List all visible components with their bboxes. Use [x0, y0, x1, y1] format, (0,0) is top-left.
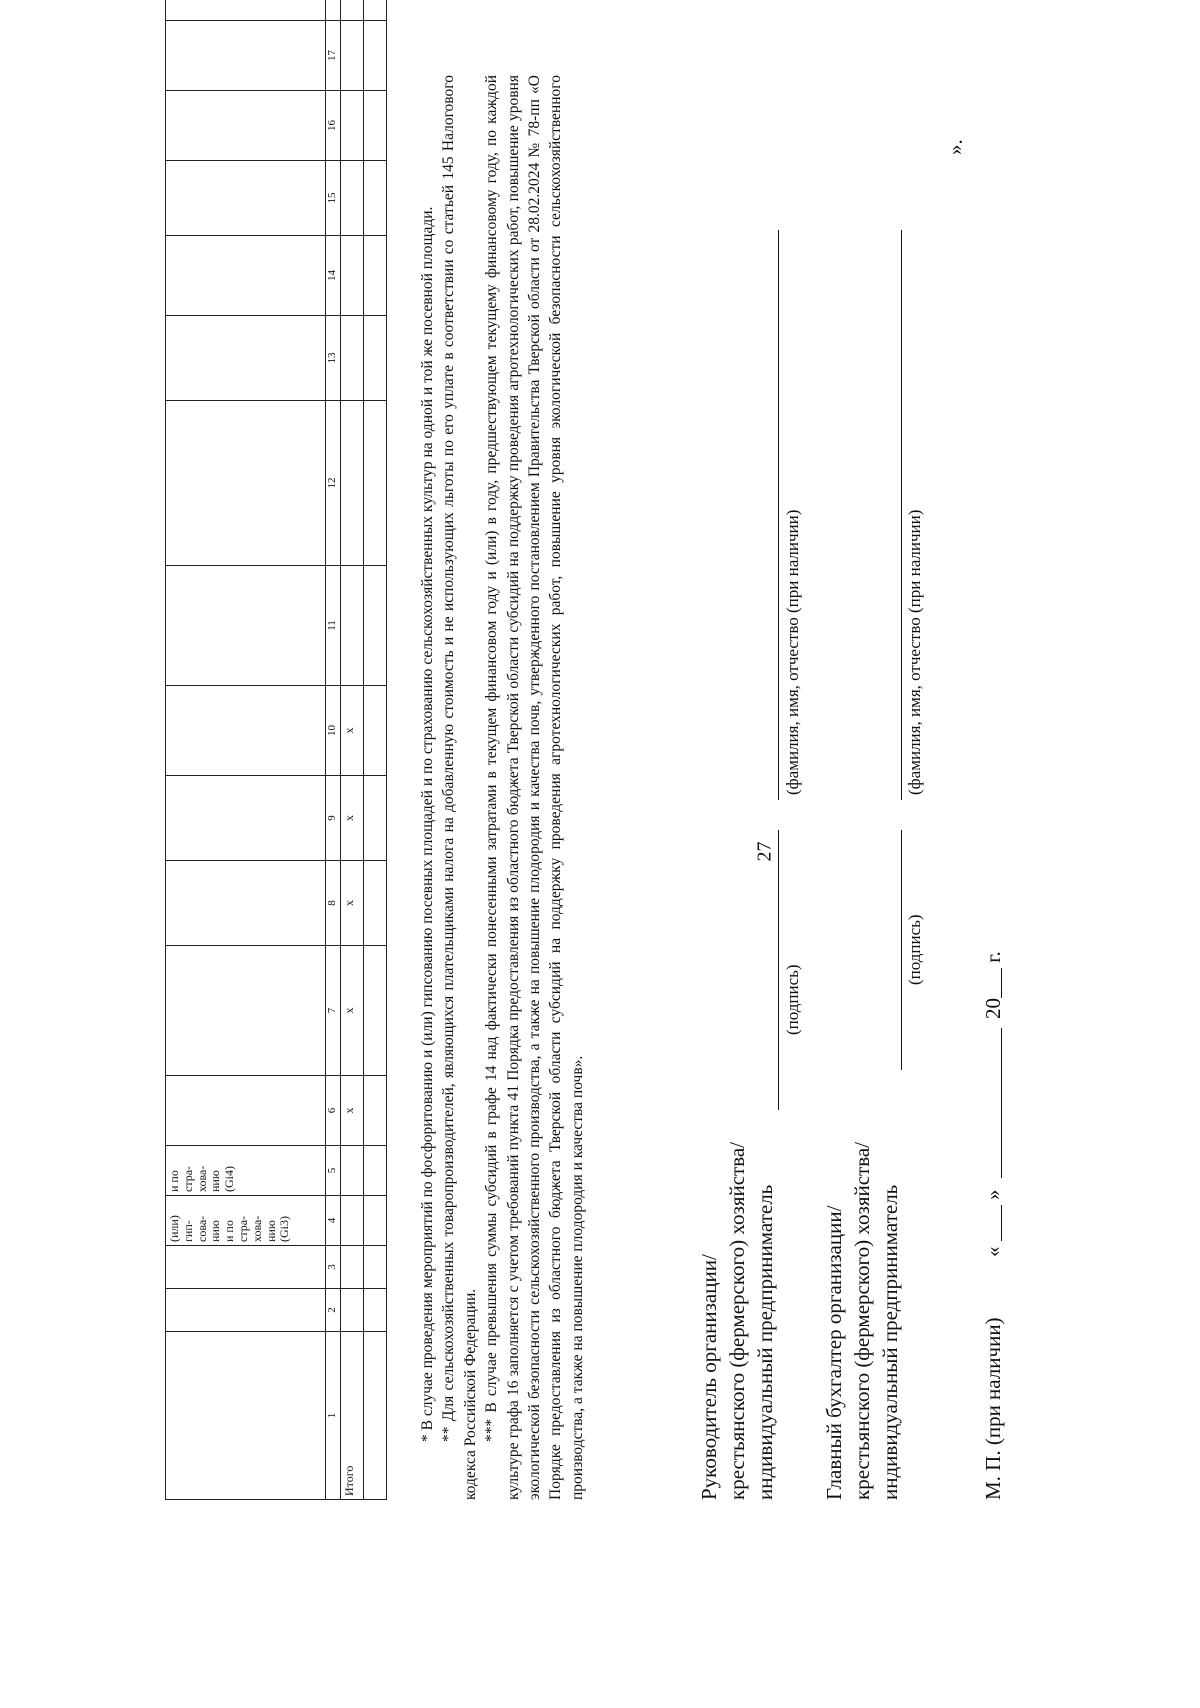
stamp-label: М. П. (при наличии): [981, 1317, 1005, 1500]
page-number: 27: [753, 841, 776, 862]
total-cell: [341, 401, 364, 566]
column-number: 7: [326, 946, 341, 1076]
header-cell: [166, 686, 326, 776]
total-cell: х: [341, 1076, 364, 1146]
head-role: Руководитель организации/ крестьянского (фермерского) хозяйства/ индивидуальный предприниматель: [697, 1141, 777, 1500]
accountant-name-caption: (фамилия, имя, отчество (при наличии): [905, 509, 924, 795]
total-cell: [341, 236, 364, 316]
blank-cell: [364, 776, 387, 861]
blank-cell: [364, 1076, 387, 1146]
header-cell-gi4: и по стра- хова- нию (Gi4): [166, 1146, 326, 1196]
column-number: 11: [326, 566, 341, 686]
column-number: 13: [326, 316, 341, 401]
head-signature-caption: (подпись): [783, 964, 802, 1035]
blank-cell: [364, 91, 387, 161]
column-number: 16: [326, 91, 341, 161]
total-cell: [341, 1246, 364, 1289]
header-cell: [166, 566, 326, 686]
head-signature-line: [778, 830, 779, 1110]
header-cell: [166, 21, 326, 91]
column-number: 17: [326, 21, 341, 91]
blank-row: [364, 0, 387, 1500]
blank-cell: [364, 946, 387, 1076]
header-cell: [166, 1246, 326, 1289]
total-cell: [341, 1196, 364, 1246]
table-header-row: [166, 0, 326, 1500]
column-number: 12: [326, 401, 341, 566]
total-cell: х: [341, 686, 364, 776]
header-cell-gi3: (или) гип- сова- нию и по стра- хова- нию (Gi3): [166, 1196, 326, 1246]
blank-cell: [364, 1146, 387, 1196]
head-name-caption: (фамилия, имя, отчество (при наличии): [783, 509, 802, 795]
blank-cell: [364, 1196, 387, 1246]
total-label: Итого: [341, 1332, 364, 1500]
total-row: [341, 0, 364, 1500]
blank-cell: [364, 236, 387, 316]
header-cell: [166, 861, 326, 946]
total-cell: [341, 566, 364, 686]
year-suffix: г.: [981, 951, 1005, 963]
stamp-line: [981, 951, 1006, 1500]
column-number: 3: [326, 1246, 341, 1289]
header-cell: [166, 0, 326, 21]
header-cell: [166, 1289, 326, 1332]
total-cell: [341, 0, 364, 21]
total-cell: [341, 21, 364, 91]
landscape-content: [165, 50, 1045, 1500]
footnotes: [417, 75, 588, 1500]
accountant-signature-line: [901, 830, 902, 1070]
header-cell: [166, 401, 326, 566]
date-close: »: [981, 1189, 1005, 1200]
total-cell: [341, 1289, 364, 1332]
footnote-2: ** Для сельскохозяйственных товаропроизводителей, являющихся плательщиками налога на добавленную стоимость и не использующих льготы по его уплате в соответствии со статьей 145 Налогового кодекса Российской Федерации.: [440, 75, 479, 1500]
total-cell: [341, 1146, 364, 1196]
column-number: 1: [326, 1332, 341, 1500]
total-cell: х: [341, 861, 364, 946]
blank-cell: [364, 1332, 387, 1500]
blank-cell: [364, 861, 387, 946]
blank-cell: [364, 566, 387, 686]
column-number: 2: [326, 1289, 341, 1332]
day-blank: [1001, 1205, 1002, 1241]
accountant-signature-caption: (подпись): [905, 914, 924, 985]
blank-cell: [364, 1289, 387, 1332]
column-number: 5: [326, 1146, 341, 1196]
column-number-row: [326, 0, 341, 1500]
accountant-name-line: [901, 230, 902, 800]
month-blank: [1001, 1028, 1002, 1178]
blank-cell: [364, 161, 387, 236]
column-number: 15: [326, 161, 341, 236]
year-blank: [1001, 968, 1002, 998]
column-number: 4: [326, 1196, 341, 1246]
signature-block: [695, 75, 1015, 1500]
column-number: 14: [326, 236, 341, 316]
column-number: 8: [326, 861, 341, 946]
header-cell: [166, 236, 326, 316]
header-cell: [166, 1076, 326, 1146]
total-cell: [341, 91, 364, 161]
subsidy-table: [165, 0, 387, 1500]
header-cell: [166, 91, 326, 161]
blank-cell: [364, 1246, 387, 1289]
header-cell: [166, 776, 326, 861]
total-cell: х: [341, 946, 364, 1076]
blank-cell: [364, 401, 387, 566]
blank-cell: [364, 316, 387, 401]
total-cell: [341, 161, 364, 236]
total-cell: х: [341, 776, 364, 861]
footnote-1: * В случае проведения мероприятий по фосфоритованию и (или) гипсованию посевных площадей и по страхованию сельскохозяйственных культур на одной и той же посевной площади.: [419, 206, 436, 1442]
header-cell: [166, 161, 326, 236]
head-name-line: [778, 230, 779, 800]
blank-cell: [364, 21, 387, 91]
header-cell: [166, 316, 326, 401]
closing-quote: ».: [943, 139, 967, 155]
column-number: 6: [326, 1076, 341, 1146]
year-prefix: 20: [981, 997, 1005, 1019]
column-number: [326, 0, 341, 21]
column-number: 9: [326, 776, 341, 861]
blank-cell: [364, 0, 387, 21]
date-open: «: [981, 1246, 1005, 1257]
footnote-3: *** В случае превышения суммы субсидий в графе 14 над фактически понесенными затратами в текущем финансовом году и (или) в году, предшествующем текущему финансовому году, по каждой культуре графа 16 заполняется с учетом требований пункта 41 Порядка предоставления из областного бюджета Тверской области субсидий на поддержку проведения агротехнологических работ, повышение уровня экологической безопасности сельскохозяйственного производства, а также на повышение плодородия и качества почв, утвержденного постановлением Правительства Тверской области от 28.02.2024 № 78-пп «О Порядке предоставления из областного бюджета Тверской области субсидий на поддержку проведения агротехнологических работ, повышение уровня экологической безопасности сельскохозяйственного производства, а также на повышение плодородия и качества почв».: [483, 75, 586, 1500]
accountant-role: Главный бухгалтер организации/ крестьянского (фермерского) хозяйства/ индивидуальный предприниматель: [822, 1141, 902, 1500]
blank-cell: [364, 686, 387, 776]
header-cell: [166, 946, 326, 1076]
column-number: 10: [326, 686, 341, 776]
header-cell: [166, 1332, 326, 1500]
total-cell: [341, 316, 364, 401]
